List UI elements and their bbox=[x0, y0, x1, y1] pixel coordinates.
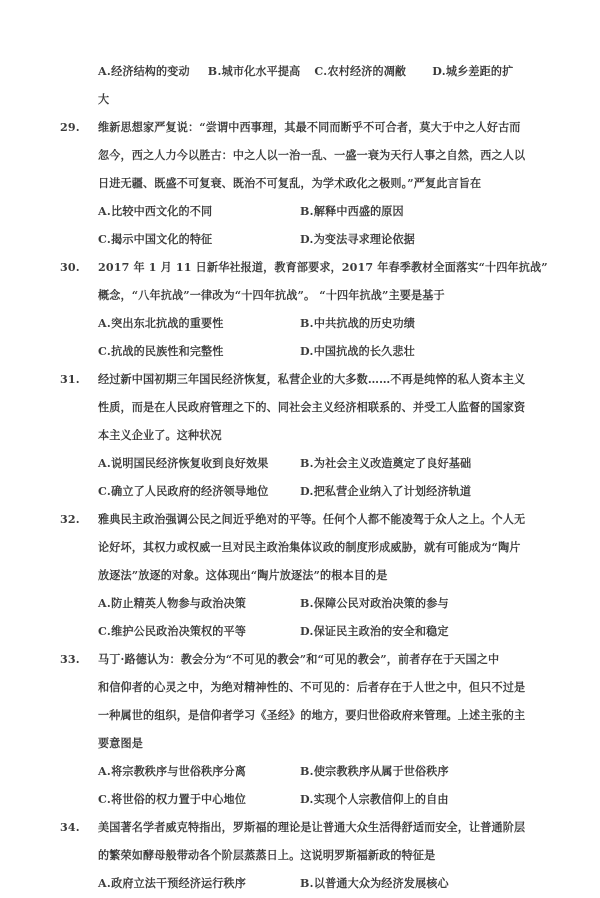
option-cell bbox=[98, 58, 190, 86]
option-letter: D. bbox=[300, 233, 314, 246]
options-row bbox=[0, 590, 600, 618]
exam-content bbox=[0, 58, 600, 898]
options-row bbox=[0, 198, 600, 226]
question-stem-line: 论好坏，其权力或权威一旦对民主政治集体议政的制度形成威胁，就有可能成为“陶片 bbox=[98, 541, 521, 554]
option-text: 解释中西盛的原因 bbox=[313, 205, 404, 218]
option-text: 城乡差距的扩 bbox=[445, 65, 514, 78]
option-letter: C. bbox=[314, 65, 328, 78]
question-stem-text: 维新思想家严复说：“尝谓中西事理，其最不同而断乎不可合者，莫大于中之人好古而 bbox=[98, 121, 521, 134]
option-text: 将宗教秩序与世俗秩序分离 bbox=[111, 765, 247, 778]
question-stem-text: 2017 年 1 月 11 日新华社报道，教育部要求，2017 年春季教材全面落实“十四年抗战” bbox=[98, 261, 548, 274]
question-stem-line: 忽今，西之人力今以胜古：中之人以一治一乱、一盛一衰为天行人事之自然，西之人以 bbox=[98, 149, 526, 162]
question-stem-line bbox=[0, 814, 600, 842]
option-letter: C. bbox=[98, 625, 112, 638]
option-b bbox=[300, 310, 415, 338]
option-a bbox=[98, 310, 224, 338]
question-stem-line bbox=[0, 366, 600, 394]
option-text: 政府立法干预经济运行秩序 bbox=[111, 877, 247, 890]
options-row bbox=[0, 758, 600, 786]
option-letter: D. bbox=[300, 345, 314, 358]
option-letter: A. bbox=[98, 877, 112, 890]
question-stem-line bbox=[0, 506, 600, 534]
option-c bbox=[98, 478, 269, 506]
option-letter: C. bbox=[98, 345, 112, 358]
question-stem-text: 美国著名学者威克特指出，罗斯福的理论是让普通大众生活得舒适而安全，让普通阶层 bbox=[98, 821, 526, 834]
option-text: 为变法寻求理论依据 bbox=[313, 233, 415, 246]
option-letter: A. bbox=[98, 597, 112, 610]
option-letter: B. bbox=[300, 765, 314, 778]
option-c bbox=[98, 338, 224, 366]
option-c bbox=[98, 786, 246, 814]
question-number: 29. bbox=[60, 121, 80, 134]
option-text: 确立了人民政府的经济领导地位 bbox=[111, 485, 269, 498]
option-text: 为社会主义改造奠定了良好基础 bbox=[313, 457, 472, 470]
option-letter: B. bbox=[300, 877, 314, 890]
option-c bbox=[98, 618, 246, 646]
option-text: 农村经济的凋敝 bbox=[327, 65, 407, 78]
question-stem-line: 一种属世的组织，是信仰者学习《圣经》的地方，要归世俗政府来管理。上述主张的主 bbox=[98, 709, 526, 722]
option-letter: B. bbox=[300, 597, 314, 610]
option-letter: A. bbox=[98, 65, 112, 78]
option-text: 城市化水平提高 bbox=[221, 65, 301, 78]
option-b bbox=[300, 450, 471, 478]
option-c bbox=[98, 226, 212, 254]
option-text: 抗战的民族性和完整性 bbox=[111, 345, 224, 358]
option-d bbox=[300, 338, 415, 366]
option-text: 突出东北抗战的重要性 bbox=[111, 317, 224, 330]
option-text: 使宗教秩序从属于世俗秩序 bbox=[313, 765, 449, 778]
option-a bbox=[98, 590, 246, 618]
question-stem-line: 放逐法”放逐的对象。这体现出“陶片放逐法”的根本目的是 bbox=[98, 569, 388, 582]
option-d bbox=[300, 478, 471, 506]
question-stem-text: 经过新中国初期三年国民经济恢复，私营企业的大多数……不再是纯悴的私人资本主义 bbox=[98, 373, 526, 386]
question-stem-line: 和信仰者的心灵之中，为绝对精神性的、不可见的：后者存在于人世之中，但只不过是 bbox=[98, 681, 526, 694]
option-letter: B. bbox=[300, 205, 314, 218]
option-text: 维护公民政治决策权的平等 bbox=[111, 625, 247, 638]
question-number: 31. bbox=[60, 373, 80, 386]
option-letter: C. bbox=[98, 233, 112, 246]
question-stem-line: 日进无疆、既盛不可复衰、既治不可复乱，为学术政化之极则。”严复此言旨在 bbox=[98, 177, 482, 190]
option-d bbox=[300, 618, 449, 646]
option-b bbox=[300, 590, 449, 618]
option-text: 实现个人宗教信仰上的自由 bbox=[313, 793, 449, 806]
option-letter: B. bbox=[207, 65, 222, 78]
options-row bbox=[0, 450, 600, 478]
option-letter: D. bbox=[300, 485, 314, 498]
option-text: 以普通大众为经济发展核心 bbox=[313, 877, 449, 890]
option-letter: B. bbox=[300, 457, 314, 470]
question-number: 30. bbox=[60, 261, 80, 274]
option-text: 比较中西文化的不同 bbox=[111, 205, 213, 218]
question-number: 32. bbox=[60, 513, 80, 526]
option-letter: A. bbox=[98, 457, 112, 470]
option-text: 说明国民经济恢复收到良好效果 bbox=[111, 457, 269, 470]
option-cell bbox=[208, 58, 301, 86]
question-stem-line: 要意图是 bbox=[98, 737, 143, 750]
option-cell bbox=[314, 58, 406, 86]
option-letter: C. bbox=[98, 793, 112, 806]
options-row bbox=[0, 338, 600, 366]
options-row bbox=[0, 310, 600, 338]
option-b bbox=[300, 870, 449, 898]
option-b bbox=[300, 198, 404, 226]
question-stem-line: 概念，“八年抗战”一律改为“十四年抗战”。 “十四年抗战”主要是基于 bbox=[98, 289, 445, 302]
option-d bbox=[300, 226, 415, 254]
option-text: 经济结构的变动 bbox=[111, 65, 190, 78]
option-text: 中国抗战的长久悲壮 bbox=[313, 345, 415, 358]
option-a bbox=[98, 758, 246, 786]
option-text: 将世俗的权力置于中心地位 bbox=[111, 793, 247, 806]
option-text: 保障公民对政治决策的参与 bbox=[313, 597, 449, 610]
option-text: 防止精英人物参与政治决策 bbox=[111, 597, 247, 610]
options-row bbox=[0, 226, 600, 254]
option-b bbox=[300, 758, 449, 786]
question-stem-line: 的繁荣如酵母般带动各个阶层蒸蒸日上。这说明罗斯福新政的特征是 bbox=[98, 849, 436, 862]
question-number: 34. bbox=[60, 821, 80, 834]
option-text: 保证民主政治的安全和稳定 bbox=[313, 625, 449, 638]
question-stem-line: 本主义企业了。这种状况 bbox=[98, 429, 222, 442]
option-letter: A. bbox=[98, 765, 112, 778]
option-a bbox=[98, 870, 246, 898]
question-stem-text: 马丁·路德认为：教会分为“不可见的教会”和“可见的教会”，前者存在于天国之中 bbox=[98, 653, 500, 666]
question-stem-line: 性质，而是在人民政府管理之下的、同社会主义经济相联系的、并受工人监督的国家资 bbox=[98, 401, 526, 414]
option-a bbox=[98, 450, 269, 478]
option-a bbox=[98, 198, 212, 226]
options-row bbox=[0, 478, 600, 506]
option-d bbox=[300, 786, 449, 814]
options-row-inline bbox=[0, 58, 600, 86]
question-stem-text: 雅典民主政治强调公民之间近乎绝对的平等。任何个人都不能凌驾于众人之上。个人无 bbox=[98, 513, 526, 526]
option-letter: D. bbox=[300, 793, 314, 806]
option-letter: A. bbox=[98, 205, 112, 218]
option-letter: A. bbox=[98, 317, 112, 330]
option-letter: C. bbox=[98, 485, 112, 498]
option-letter: D. bbox=[300, 625, 314, 638]
option-text: 把私营企业纳入了计划经济轨道 bbox=[313, 485, 472, 498]
option-letter: D. bbox=[432, 65, 446, 78]
option-cell bbox=[432, 58, 513, 86]
options-row bbox=[0, 786, 600, 814]
option-letter: B. bbox=[300, 317, 314, 330]
question-stem-line bbox=[0, 254, 600, 282]
question-stem-line bbox=[0, 114, 600, 142]
option-wrap-tail: 大 bbox=[98, 93, 110, 106]
options-row bbox=[0, 618, 600, 646]
option-text: 揭示中国文化的特征 bbox=[111, 233, 213, 246]
question-number: 33. bbox=[60, 653, 80, 666]
option-text: 中共抗战的历史功绩 bbox=[313, 317, 416, 330]
question-stem-line bbox=[0, 646, 600, 674]
options-row bbox=[0, 870, 600, 898]
